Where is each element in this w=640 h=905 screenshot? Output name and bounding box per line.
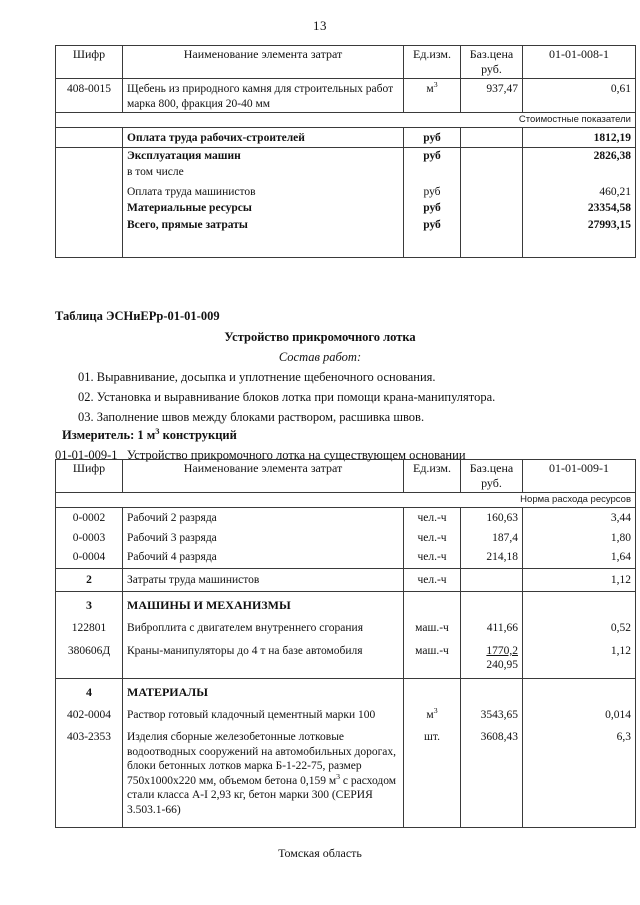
row-code: 0-0004 bbox=[56, 546, 123, 568]
row-name: Затраты труда машинистов bbox=[123, 568, 404, 591]
header-price: Баз.цена руб. bbox=[461, 46, 523, 79]
work-item: 02. Установка и выравнивание блоков лотка при помощи крана-манипулятора. bbox=[78, 390, 496, 404]
row-value: 1,80 bbox=[523, 527, 636, 546]
row-code: 2 bbox=[56, 568, 123, 591]
row-value: 1,64 bbox=[523, 546, 636, 568]
table-row bbox=[56, 508, 636, 527]
row-unit bbox=[404, 164, 461, 180]
row-price: 160,63 bbox=[461, 508, 523, 527]
spacer-cell bbox=[56, 233, 123, 258]
table-row bbox=[56, 181, 636, 200]
measure-line bbox=[62, 425, 237, 443]
works-caption: Состав работ: bbox=[278, 350, 362, 364]
row-name: Материальные ресурсы bbox=[123, 200, 404, 216]
sub-code: 01-01-009-1 bbox=[55, 448, 118, 462]
row-value bbox=[523, 678, 636, 701]
row-value: 1,12 bbox=[523, 568, 636, 591]
row-price bbox=[461, 637, 523, 678]
row-unit: чел.-ч bbox=[404, 546, 461, 568]
row-price bbox=[461, 568, 523, 591]
table-row bbox=[56, 723, 636, 827]
row-unit: маш.-ч bbox=[404, 614, 461, 636]
row-name: Виброплита с двигателем внутреннего сгорания bbox=[123, 614, 404, 636]
row-code: 408-0015 bbox=[56, 79, 123, 113]
table-row bbox=[56, 217, 636, 233]
row-price: 214,18 bbox=[461, 546, 523, 568]
header-name: Наименование элемента затрат bbox=[123, 46, 404, 79]
row-price bbox=[461, 592, 523, 615]
row-price: 187,4 bbox=[461, 527, 523, 546]
row-unit: чел.-ч bbox=[404, 568, 461, 591]
table-row bbox=[56, 527, 636, 546]
row-unit: шт. bbox=[404, 723, 461, 827]
row-code: 122801 bbox=[56, 614, 123, 636]
page-number: 13 bbox=[313, 18, 327, 33]
row-name: МАТЕРИАЛЫ bbox=[123, 678, 404, 701]
row-code bbox=[56, 200, 123, 216]
row-unit: руб bbox=[404, 181, 461, 200]
row-name: Эксплуатация машин bbox=[123, 147, 404, 164]
header-name: Наименование элемента затрат bbox=[123, 460, 404, 493]
row-value: 3,44 bbox=[523, 508, 636, 527]
sub-name: Устройство прикромочного лотка на существующем основании bbox=[126, 448, 466, 462]
table-row bbox=[56, 678, 636, 701]
table-header-row bbox=[56, 460, 636, 493]
header-unit: Ед.изм. bbox=[404, 460, 461, 493]
row-name: Рабочий 4 разряда bbox=[123, 546, 404, 568]
section-title: Устройство прикромочного лотка bbox=[224, 330, 416, 344]
row-price-primary: 1770,2 bbox=[486, 644, 518, 657]
row-name: Изделия сборные железобетонные лотковые водоотводных сооружений на автомобильных дорогах, блоки бетонных лотков марка Б-1-22-75, размер 750х1000х220 мм, объемом бетона 0,159 $м^3$ с расходом стали класса А-I 2,93 кг, бетон марки 300 (СЕРИЯ 3.503.1-66) bbox=[123, 723, 404, 827]
table-row bbox=[56, 637, 636, 678]
row-value: 460,21 bbox=[523, 181, 636, 200]
row-price: 411,66 bbox=[461, 614, 523, 636]
header-unit: Ед.изм. bbox=[404, 46, 461, 79]
row-price bbox=[461, 200, 523, 216]
spacer-cell bbox=[123, 233, 404, 258]
row-price bbox=[461, 181, 523, 200]
row-name: в том числе bbox=[123, 164, 404, 180]
table-row bbox=[56, 614, 636, 636]
row-value: 2826,38 bbox=[523, 147, 636, 164]
row-name: Оплата труда машинистов bbox=[123, 181, 404, 200]
table-row bbox=[56, 147, 636, 164]
row-unit: $м^3$ bbox=[404, 701, 461, 723]
row-name: Оплата труда рабочих-строителей bbox=[123, 128, 404, 147]
row-code bbox=[56, 164, 123, 180]
row-value: 0,014 bbox=[523, 701, 636, 723]
row-price bbox=[461, 217, 523, 233]
row-unit: маш.-ч bbox=[404, 637, 461, 678]
table-label: Таблица ЭСНиЕРр-01-01-009 bbox=[55, 309, 220, 323]
row-name: Щебень из природного камня для строительных работ марка 800, фракция 20-40 мм bbox=[123, 79, 404, 113]
row-code: 3 bbox=[56, 592, 123, 615]
row-code bbox=[56, 128, 123, 147]
row-price bbox=[461, 147, 523, 164]
row-value bbox=[523, 592, 636, 615]
table-row bbox=[56, 164, 636, 180]
row-price: 937,47 bbox=[461, 79, 523, 113]
row-unit: чел.-ч bbox=[404, 508, 461, 527]
table-row bbox=[56, 546, 636, 568]
header-code: Шифр bbox=[56, 46, 123, 79]
row-name: Рабочий 3 разряда bbox=[123, 527, 404, 546]
measure-tail: конструкций bbox=[159, 428, 237, 442]
row-code: 0-0003 bbox=[56, 527, 123, 546]
row-name: Краны-манипуляторы до 4 т на базе автомобиля bbox=[123, 637, 404, 678]
annotation-cost-indicators: Стоимостные показатели bbox=[56, 113, 636, 128]
row-value: 27993,15 bbox=[523, 217, 636, 233]
row-name: Раствор готовый кладочный цементный марки 100 bbox=[123, 701, 404, 723]
table-row bbox=[56, 701, 636, 723]
row-price: 3608,43 bbox=[461, 723, 523, 827]
row-name: Рабочий 2 разряда bbox=[123, 508, 404, 527]
row-unit: чел.-ч bbox=[404, 527, 461, 546]
row-value bbox=[523, 164, 636, 180]
cost-table bbox=[55, 45, 636, 258]
row-unit bbox=[404, 592, 461, 615]
row-code: 0-0002 bbox=[56, 508, 123, 527]
row-value: 1,12 bbox=[523, 637, 636, 678]
row-unit: руб bbox=[404, 217, 461, 233]
row-unit bbox=[404, 678, 461, 701]
annotation-row bbox=[56, 493, 636, 508]
table-row bbox=[56, 568, 636, 591]
row-code: 380606Д bbox=[56, 637, 123, 678]
measure-superscript: 3 bbox=[155, 425, 160, 436]
row-code bbox=[56, 147, 123, 164]
header-price: Баз.цена руб. bbox=[461, 460, 523, 493]
row-price bbox=[461, 678, 523, 701]
table-row bbox=[56, 200, 636, 216]
row-code: 403-2353 bbox=[56, 723, 123, 827]
row-unit: руб bbox=[404, 128, 461, 147]
spacer-cell bbox=[404, 233, 461, 258]
row-name: Всего, прямые затраты bbox=[123, 217, 404, 233]
measure-label: Измеритель: 1 м bbox=[62, 428, 156, 442]
annotation-row bbox=[56, 113, 636, 128]
spacer-cell bbox=[461, 233, 523, 258]
row-value: 23354,58 bbox=[523, 200, 636, 216]
header-value-code: 01-01-009-1 bbox=[523, 460, 636, 493]
row-value: 6,3 bbox=[523, 723, 636, 827]
row-code: 402-0004 bbox=[56, 701, 123, 723]
table-row bbox=[56, 79, 636, 113]
row-value: 0,52 bbox=[523, 614, 636, 636]
row-price bbox=[461, 164, 523, 180]
row-code bbox=[56, 181, 123, 200]
row-value: 1812,19 bbox=[523, 128, 636, 147]
footer-region: Томская область bbox=[278, 846, 362, 860]
row-code bbox=[56, 217, 123, 233]
table-row bbox=[56, 128, 636, 147]
table-row bbox=[56, 592, 636, 615]
row-name: МАШИНЫ И МЕХАНИЗМЫ bbox=[123, 592, 404, 615]
work-item: 03. Заполнение швов между блоками раствором, расшивка швов. bbox=[78, 410, 425, 424]
row-price: 3543,65 bbox=[461, 701, 523, 723]
row-unit: $м^3$ bbox=[404, 79, 461, 113]
row-unit: руб bbox=[404, 200, 461, 216]
spacer-cell bbox=[523, 233, 636, 258]
row-price bbox=[461, 128, 523, 147]
row-value: 0,61 bbox=[523, 79, 636, 113]
annotation-resource-norms: Норма расхода ресурсов bbox=[56, 493, 636, 508]
row-code: 4 bbox=[56, 678, 123, 701]
norm-table bbox=[55, 459, 636, 828]
work-item: 01. Выравнивание, досыпка и уплотнение щебеночного основания. bbox=[78, 370, 436, 384]
table-header-row bbox=[56, 46, 636, 79]
header-value-code: 01-01-008-1 bbox=[523, 46, 636, 79]
row-price-secondary: 240,95 bbox=[486, 659, 518, 672]
table-row-spacer bbox=[56, 233, 636, 258]
header-code: Шифр bbox=[56, 460, 123, 493]
row-unit: руб bbox=[404, 147, 461, 164]
